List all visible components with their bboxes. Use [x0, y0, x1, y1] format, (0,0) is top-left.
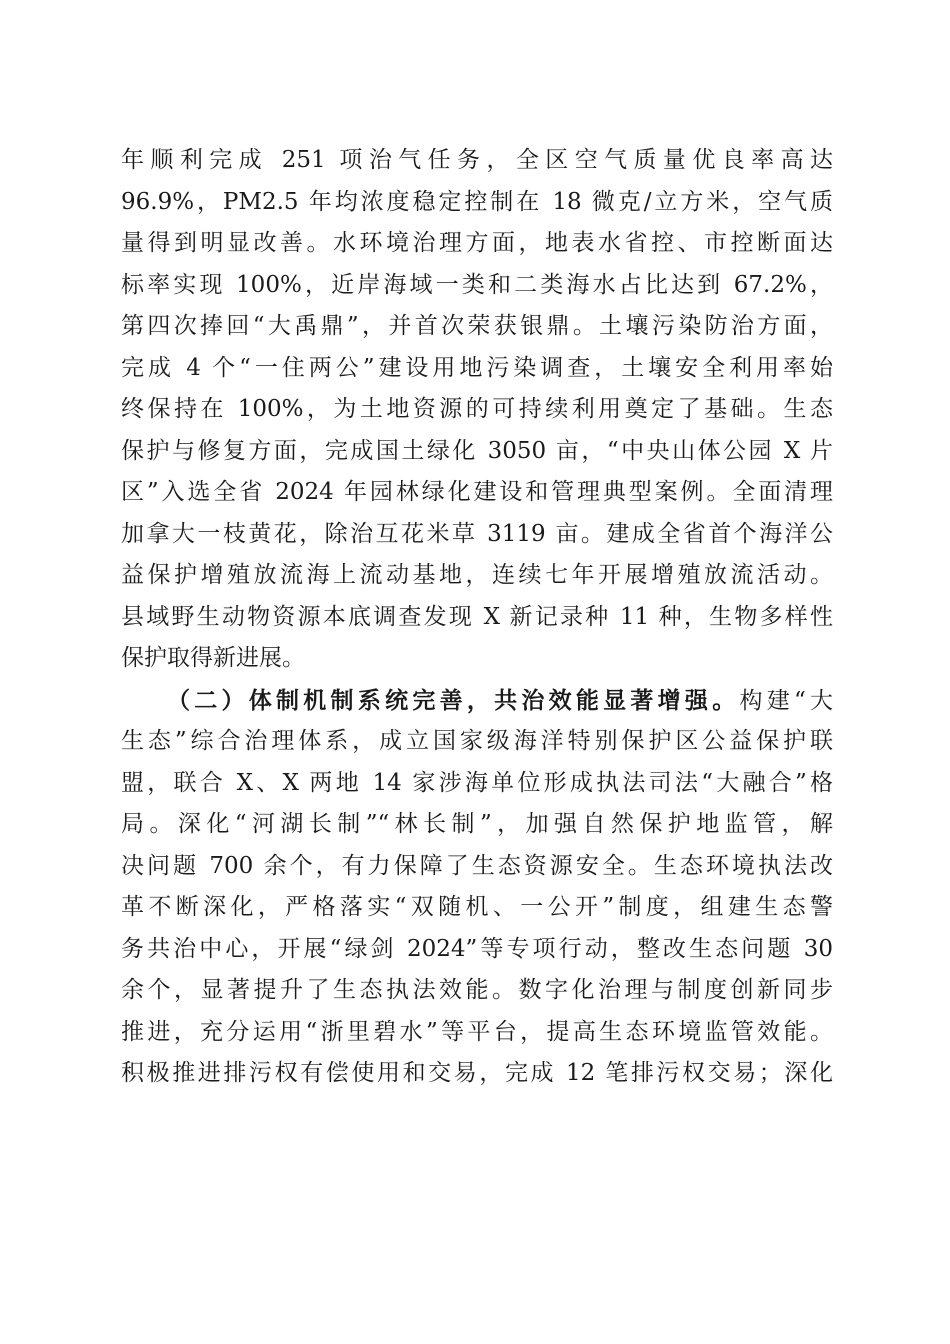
text-line: 完成 4 个“一住两公”建设用地污染调查，土壤安全利用率始 [121, 354, 833, 381]
text-line: 余个，显著提升了生态执法效能。数字化治理与制度创新同步 [121, 977, 833, 1003]
document-body [121, 140, 833, 1095]
text-line: 保护取得新进展。 [121, 645, 305, 671]
text-line: 加拿大一枝黄花，除治互花米草 3119 亩。建成全省首个海洋公 [121, 520, 833, 547]
text-line: 96.9%，PM2.5 年均浓度稳定控制在 18 微克/立方米，空气质 [121, 188, 833, 215]
text-line: 标率实现 100%，近岸海域一类和二类海水占比达到 67.2%， [121, 271, 833, 298]
paragraph-1 [121, 140, 833, 680]
text-line: 推进，充分运用“浙里碧水”等平台，提高生态环境监管效能。 [121, 1018, 833, 1045]
text-line: 第四次捧回“大禹鼎”，并首次荣获银鼎。土壤污染防治方面， [121, 313, 833, 339]
text-line: 盟，联合 X、X 两地 14 家涉海单位形成执法司法“大融合”格 [121, 769, 833, 796]
text-line: 决问题 700 余个，有力保障了生态资源安全。生态环境执法改 [121, 852, 833, 879]
text-line: 生态”综合治理体系，成立国家级海洋特别保护区公益保护联 [121, 728, 833, 754]
paragraph-heading-line [121, 680, 833, 722]
text-line: 积极推进排污权有偿使用和交易，完成 12 笔排污权交易；深化 [121, 1060, 833, 1086]
text-line: 量得到明显改善。水环境治理方面，地表水省控、市控断面达 [121, 230, 833, 256]
heading-line-rest: 构建“大 [739, 687, 834, 714]
text-line: 保护与修复方面，完成国土绿化 3050 亩，“中央山体公园 X 片 [121, 437, 833, 464]
text-line: 终保持在 100%，为土地资源的可持续利用奠定了基础。生态 [121, 396, 833, 422]
paragraph-2 [121, 680, 833, 1095]
text-line: 革不断深化，严格落实“双随机、一公开”制度，组建生态警 [121, 894, 833, 920]
section-heading: （二）体制机制系统完善，共治效能显著增强。 [167, 686, 740, 714]
text-line: 县域野生动物资源本底调查发现 X 新记录种 11 种，生物多样性 [121, 603, 833, 630]
text-line: 务共治中心，开展“绿剑 2024”等专项行动，整改生态问题 30 [121, 935, 833, 962]
text-line: 年顺利完成 251 项治气任务，全区空气质量优良率高达 [121, 147, 833, 173]
text-line: 益保护增殖放流海上流动基地，连续七年开展增殖放流活动。 [121, 562, 833, 588]
text-line: 局。深化“河湖长制”“林长制”，加强自然保护地监管，解 [121, 811, 833, 837]
text-line: 区”入选全省 2024 年园林绿化建设和管理典型案例。全面清理 [121, 479, 833, 505]
